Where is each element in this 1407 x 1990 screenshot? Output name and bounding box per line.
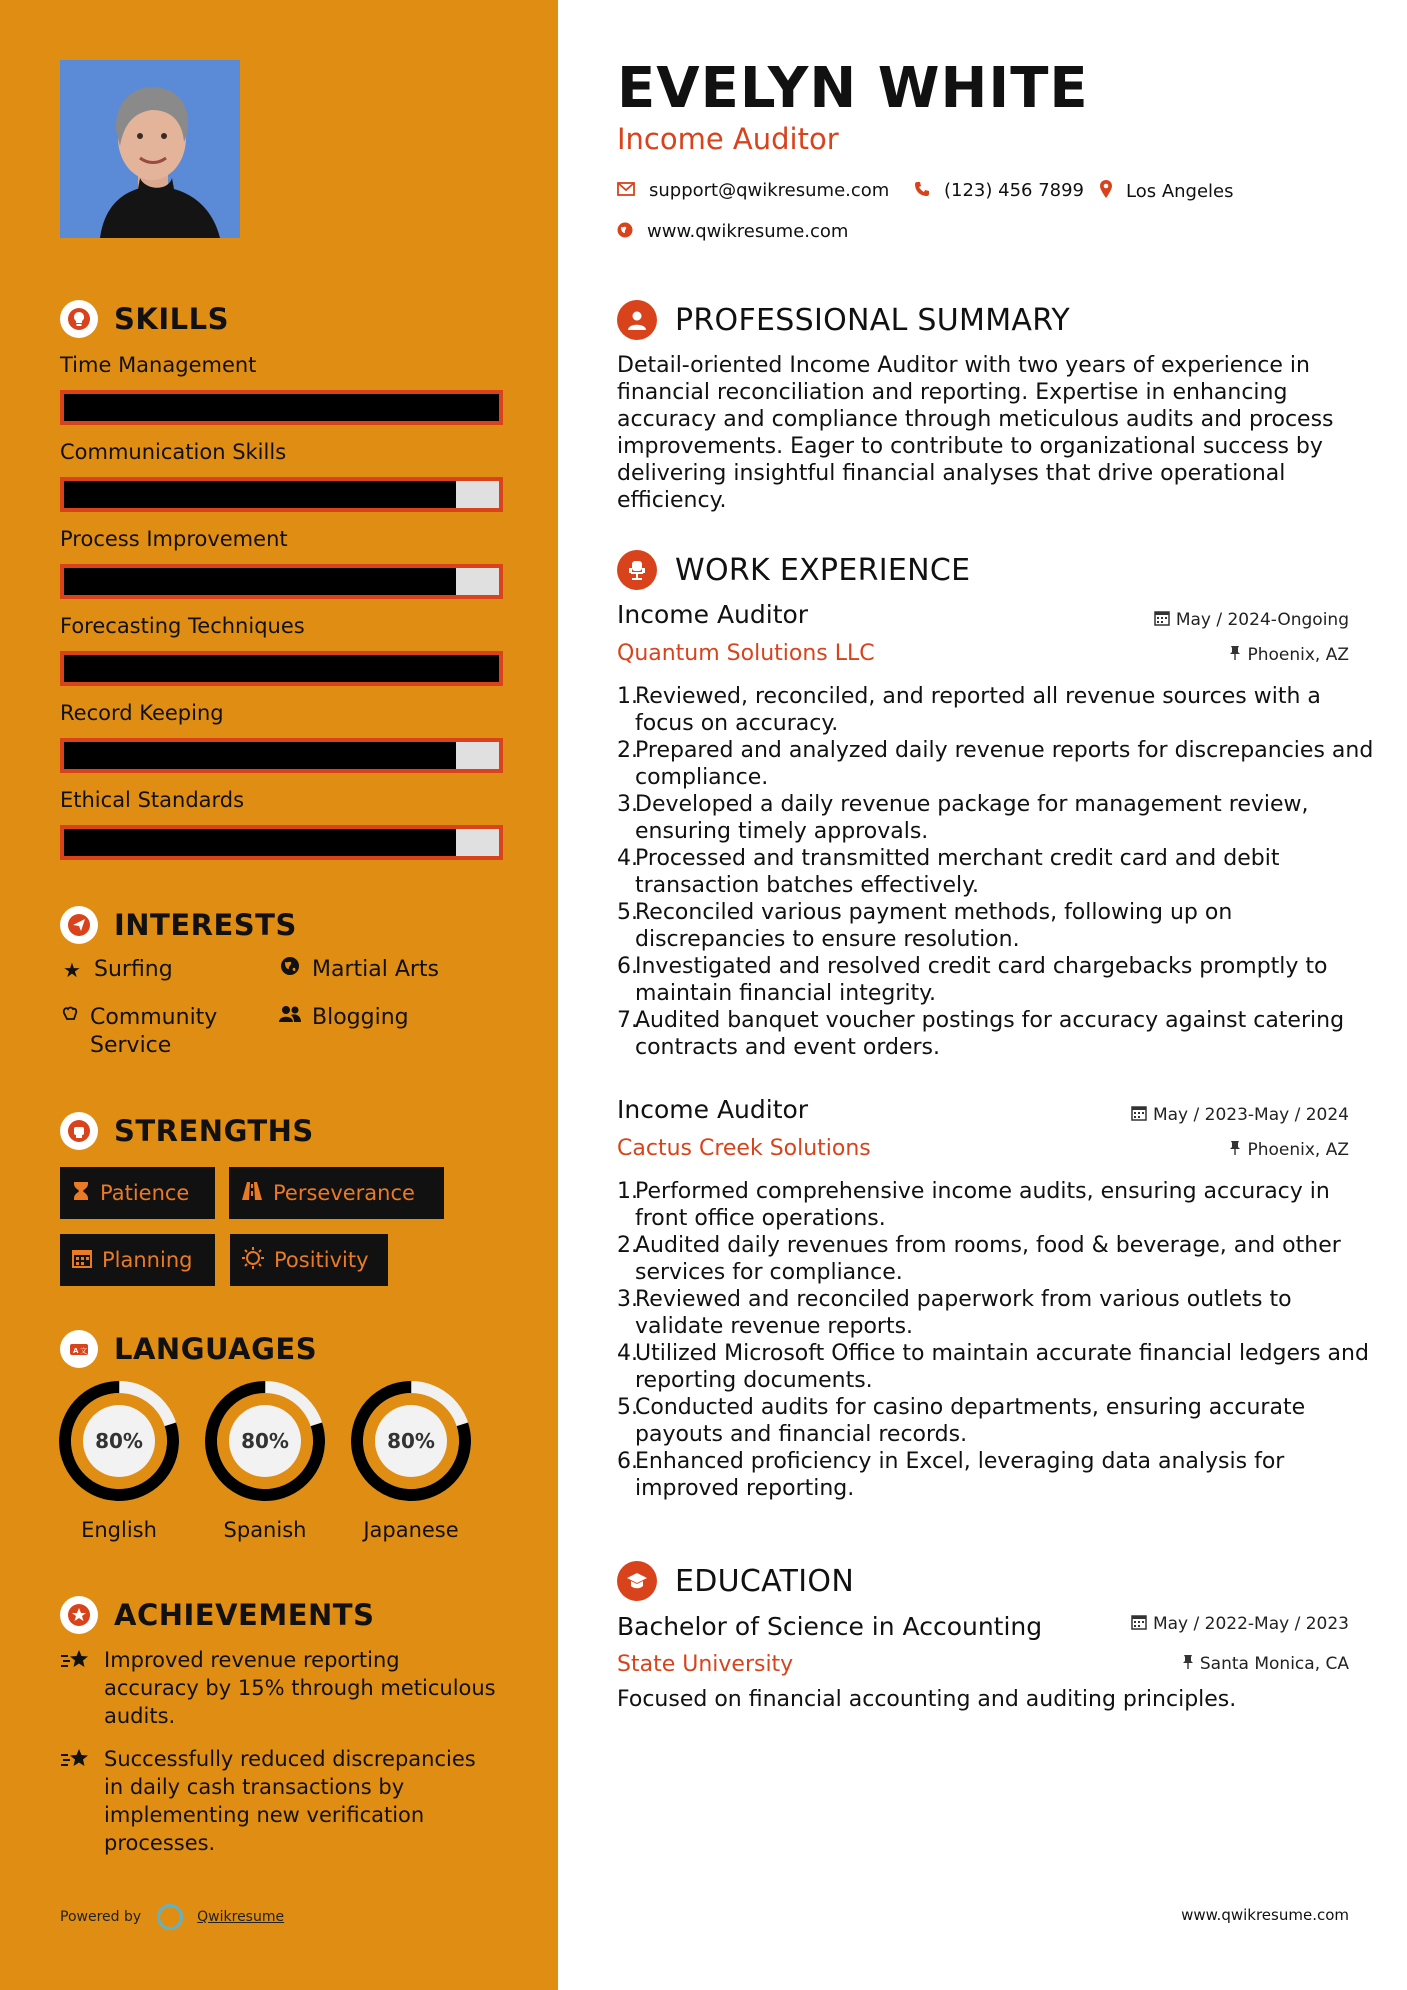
duty-item: 6. Enhanced proficiency in Excel, leveraging data analysis for improved reporting. <box>635 1448 1375 1502</box>
duty-text: Enhanced proficiency in Excel, leveraging data analysis for improved reporting. <box>635 1449 1285 1501</box>
interest-item <box>60 1004 260 1060</box>
location-text: Los Angeles <box>1126 180 1234 202</box>
education-title: EDUCATION <box>675 1563 855 1599</box>
job-location-text: Phoenix, AZ <box>1247 1140 1349 1160</box>
interest-item <box>278 956 439 984</box>
envelope-icon <box>617 181 635 200</box>
work-heading <box>617 550 970 590</box>
skill-label: Record Keeping <box>60 701 224 725</box>
job-date-text: May / 2023-May / 2024 <box>1152 1105 1349 1125</box>
globe-icon <box>617 222 633 242</box>
language-item <box>58 1380 180 1542</box>
duty-item: 2. Prepared and analyzed daily revenue reports for discrepancies and compliance. <box>617 738 1374 790</box>
users-icon <box>278 1004 302 1024</box>
interest-label: Community Service <box>90 1005 218 1058</box>
language-label: Japanese <box>363 1518 459 1542</box>
achievement-text: Successfully reduced discrepancies in daily cash transactions by implementing new verification processes. <box>104 1747 476 1855</box>
powered-by-label: Powered by <box>60 1909 142 1925</box>
skill-bar <box>60 738 503 773</box>
shooting-star-icon <box>60 1648 104 1730</box>
strength-tag <box>60 1167 215 1219</box>
duty-text: Reconciled various payment methods, following up on discrepancies to ensure resolution. <box>635 900 1233 952</box>
language-item <box>350 1380 472 1542</box>
duty-text: Investigated and resolved credit card chargebacks promptly to maintain financial integrity. <box>635 954 1328 1006</box>
skill-bar <box>60 564 503 599</box>
calendar-icon <box>1131 1614 1147 1634</box>
duty-text: Audited daily revenues from rooms, food & beverage, and other services for compliance. <box>635 1233 1341 1285</box>
duty-text: Processed and transmitted merchant credit card and debit transaction batches effectively. <box>635 846 1280 898</box>
skill-item <box>60 698 503 773</box>
skill-item <box>60 611 503 686</box>
language-gauge <box>204 1380 326 1502</box>
map-pin-icon <box>1100 180 1112 202</box>
education-location <box>1182 1654 1349 1674</box>
skill-bar <box>60 390 503 425</box>
skills-heading <box>60 300 229 338</box>
powered-by <box>60 1904 284 1930</box>
job-company: Quantum Solutions LLC <box>617 641 875 666</box>
calendar-icon <box>1131 1105 1147 1125</box>
job-date <box>1154 610 1349 630</box>
calendar-icon <box>72 1248 92 1273</box>
duty-text: Reviewed, reconciled, and reported all revenue sources with a focus on accuracy. <box>635 684 1321 736</box>
language-label: English <box>81 1518 157 1542</box>
calendar-icon <box>1154 610 1170 630</box>
job-date <box>1131 1105 1349 1125</box>
education-description: Focused on financial accounting and auditing principles. <box>617 1687 1237 1712</box>
summary-title: PROFESSIONAL SUMMARY <box>675 302 1071 338</box>
skill-item <box>60 437 503 512</box>
qwikresume-logo-icon <box>157 1904 183 1930</box>
duty-item: 7. Audited banquet voucher postings for accuracy against catering contracts and event orders. <box>635 1007 1375 1061</box>
education-heading <box>617 1561 854 1601</box>
duty-text: Prepared and analyzed daily revenue reports for discrepancies and compliance. <box>635 738 1374 790</box>
skill-bar-fill <box>64 481 456 508</box>
duty-item: 3. Developed a daily revenue package for management review, ensuring timely approvals. <box>635 791 1375 845</box>
skill-label: Process Improvement <box>60 527 288 551</box>
svg-text:A: A <box>73 1347 79 1355</box>
skill-label: Ethical Standards <box>60 788 245 812</box>
skill-label: Time Management <box>60 353 257 377</box>
strength-label: Planning <box>102 1248 193 1272</box>
duty-item: 1. Reviewed, reconciled, and reported all revenue sources with a focus on accuracy. <box>635 683 1375 737</box>
language-gauge <box>58 1380 180 1502</box>
summary-heading <box>617 300 1070 340</box>
language-icon <box>60 1330 98 1368</box>
duty-item: 1. Performed comprehensive income audits, ensuring accuracy in front office operations. <box>635 1178 1375 1232</box>
brand-link[interactable]: Qwikresume <box>197 1909 285 1925</box>
job-location <box>1229 645 1349 665</box>
job-location-text: Phoenix, AZ <box>1247 645 1349 665</box>
profile-photo <box>60 60 240 238</box>
fist-icon <box>60 1112 98 1150</box>
contact-location <box>1100 180 1234 202</box>
skill-item <box>60 350 503 425</box>
sidebar <box>0 0 558 1990</box>
language-label: Spanish <box>223 1518 307 1542</box>
skill-bar-fill <box>64 394 499 421</box>
duty-text: Audited banquet voucher postings for accuracy against catering contracts and event orders. <box>635 1008 1345 1060</box>
lightbulb-icon <box>60 300 98 338</box>
strength-label: Patience <box>100 1181 190 1205</box>
award-star-icon <box>60 1596 98 1634</box>
candidate-name: EVELYN WHITE <box>617 56 1089 121</box>
star-icon: ★ <box>63 958 81 982</box>
globe-icon <box>278 956 302 976</box>
summary-text: Detail-oriented Income Auditor with two years of experience in financial reconciliation and reporting. Expertise in enhancing accuracy and compliance through meticulous audits and process improvements. Eager to contribute to organizational success by delivering insightful financial analyses that drive operational efficiency. <box>617 353 1334 513</box>
interest-label: Blogging <box>312 1005 409 1030</box>
achievements-title: ACHIEVEMENTS <box>114 1598 375 1632</box>
paper-plane-icon <box>60 906 98 944</box>
candidate-role: Income Auditor <box>617 122 839 156</box>
interest-item <box>278 1004 409 1032</box>
user-icon <box>617 300 657 340</box>
hourglass-icon <box>72 1181 90 1206</box>
phone-icon <box>914 181 930 201</box>
job-date-text: May / 2024-Ongoing <box>1175 610 1349 630</box>
education-location-text: Santa Monica, CA <box>1199 1654 1349 1674</box>
duty-item: 2. Audited daily revenues from rooms, food & beverage, and other services for compliance. <box>635 1232 1375 1286</box>
education-date <box>1131 1614 1349 1634</box>
interests-heading <box>60 906 297 944</box>
skill-bar <box>60 477 503 512</box>
skill-bar-fill <box>64 829 456 856</box>
job-title: Income Auditor <box>617 1095 809 1124</box>
road-icon <box>241 1181 263 1206</box>
pushpin-icon <box>1229 645 1241 665</box>
duty-text: Utilized Microsoft Office to maintain accurate financial ledgers and reporting documents. <box>635 1341 1369 1393</box>
contact-phone[interactable] <box>914 180 1084 201</box>
contact-website[interactable] <box>617 221 848 242</box>
skill-bar-fill <box>64 742 456 769</box>
shooting-star-icon <box>60 1747 104 1857</box>
languages-title: LANGUAGES <box>114 1332 318 1366</box>
email-text: support@qwikresume.com <box>649 180 890 201</box>
duty-text: Performed comprehensive income audits, ensuring accuracy in front office operations. <box>635 1179 1330 1231</box>
duty-item: 4. Utilized Microsoft Office to maintain accurate financial ledgers and reporting documents. <box>635 1340 1375 1394</box>
svg-text:文: 文 <box>80 1347 87 1355</box>
language-item <box>204 1380 326 1542</box>
skill-item <box>60 524 503 599</box>
school-name: State University <box>617 1652 794 1677</box>
interest-label: Surfing <box>94 957 173 982</box>
duty-item: 5. Conducted audits for casino departments, ensuring accurate payouts and financial records. <box>635 1394 1375 1448</box>
achievement-item <box>60 1646 500 1730</box>
pushpin-icon <box>1182 1654 1194 1674</box>
strength-label: Positivity <box>274 1248 369 1272</box>
interest-label: Martial Arts <box>312 957 440 982</box>
duty-item: 3. Reviewed and reconciled paperwork from various outlets to validate revenue reports. <box>635 1286 1375 1340</box>
skill-label: Communication Skills <box>60 440 287 464</box>
language-percent: 80% <box>95 1429 143 1453</box>
office-chair-icon <box>617 550 657 590</box>
duty-text: Reviewed and reconciled paperwork from various outlets to validate revenue reports. <box>635 1287 1292 1339</box>
strengths-heading <box>60 1112 314 1150</box>
job-duties <box>617 683 1375 1061</box>
interest-item <box>60 956 173 984</box>
duty-text: Conducted audits for casino departments, ensuring accurate payouts and financial records. <box>635 1395 1306 1447</box>
degree-title: Bachelor of Science in Accounting <box>617 1612 1043 1641</box>
job-title: Income Auditor <box>617 600 809 629</box>
duty-item: 6. Investigated and resolved credit card chargebacks promptly to maintain financial integrity. <box>635 953 1375 1007</box>
skill-bar-fill <box>64 568 456 595</box>
interests-title: INTERESTS <box>114 908 297 942</box>
duty-item: 5. Reconciled various payment methods, following up on discrepancies to ensure resolution. <box>635 899 1375 953</box>
job-company: Cactus Creek Solutions <box>617 1136 871 1161</box>
hand-icon <box>60 1004 80 1024</box>
strength-tag <box>229 1167 444 1219</box>
achievement-item <box>60 1745 500 1857</box>
job-location <box>1229 1140 1349 1160</box>
sun-icon <box>242 1247 264 1274</box>
footer-website[interactable]: www.qwikresume.com <box>1181 1906 1349 1924</box>
language-gauge <box>350 1380 472 1502</box>
skill-bar-fill <box>64 655 499 682</box>
contact-email[interactable] <box>617 180 889 201</box>
pushpin-icon <box>1229 1140 1241 1160</box>
language-percent: 80% <box>387 1429 435 1453</box>
job-duties <box>617 1178 1375 1502</box>
graduation-icon <box>617 1561 657 1601</box>
duty-item: 4. Processed and transmitted merchant credit card and debit transaction batches effectively. <box>635 845 1375 899</box>
website-text: www.qwikresume.com <box>647 221 849 242</box>
skill-bar <box>60 651 503 686</box>
skill-item <box>60 785 503 860</box>
strengths-title: STRENGTHS <box>114 1114 314 1148</box>
skill-label: Forecasting Techniques <box>60 614 305 638</box>
skills-title: SKILLS <box>114 302 229 336</box>
work-title: WORK EXPERIENCE <box>675 552 971 588</box>
achievement-text: Improved revenue reporting accuracy by 15% through meticulous audits. <box>104 1648 496 1728</box>
phone-text: (123) 456 7899 <box>944 180 1085 201</box>
languages-heading <box>60 1330 317 1368</box>
strength-tag <box>230 1234 388 1286</box>
strength-tag <box>60 1234 215 1286</box>
achievements-heading <box>60 1596 374 1634</box>
strength-label: Perseverance <box>273 1181 415 1205</box>
language-percent: 80% <box>241 1429 289 1453</box>
duty-text: Developed a daily revenue package for management review, ensuring timely approvals. <box>635 792 1309 844</box>
education-date-text: May / 2022-May / 2023 <box>1152 1614 1349 1634</box>
skill-bar <box>60 825 503 860</box>
